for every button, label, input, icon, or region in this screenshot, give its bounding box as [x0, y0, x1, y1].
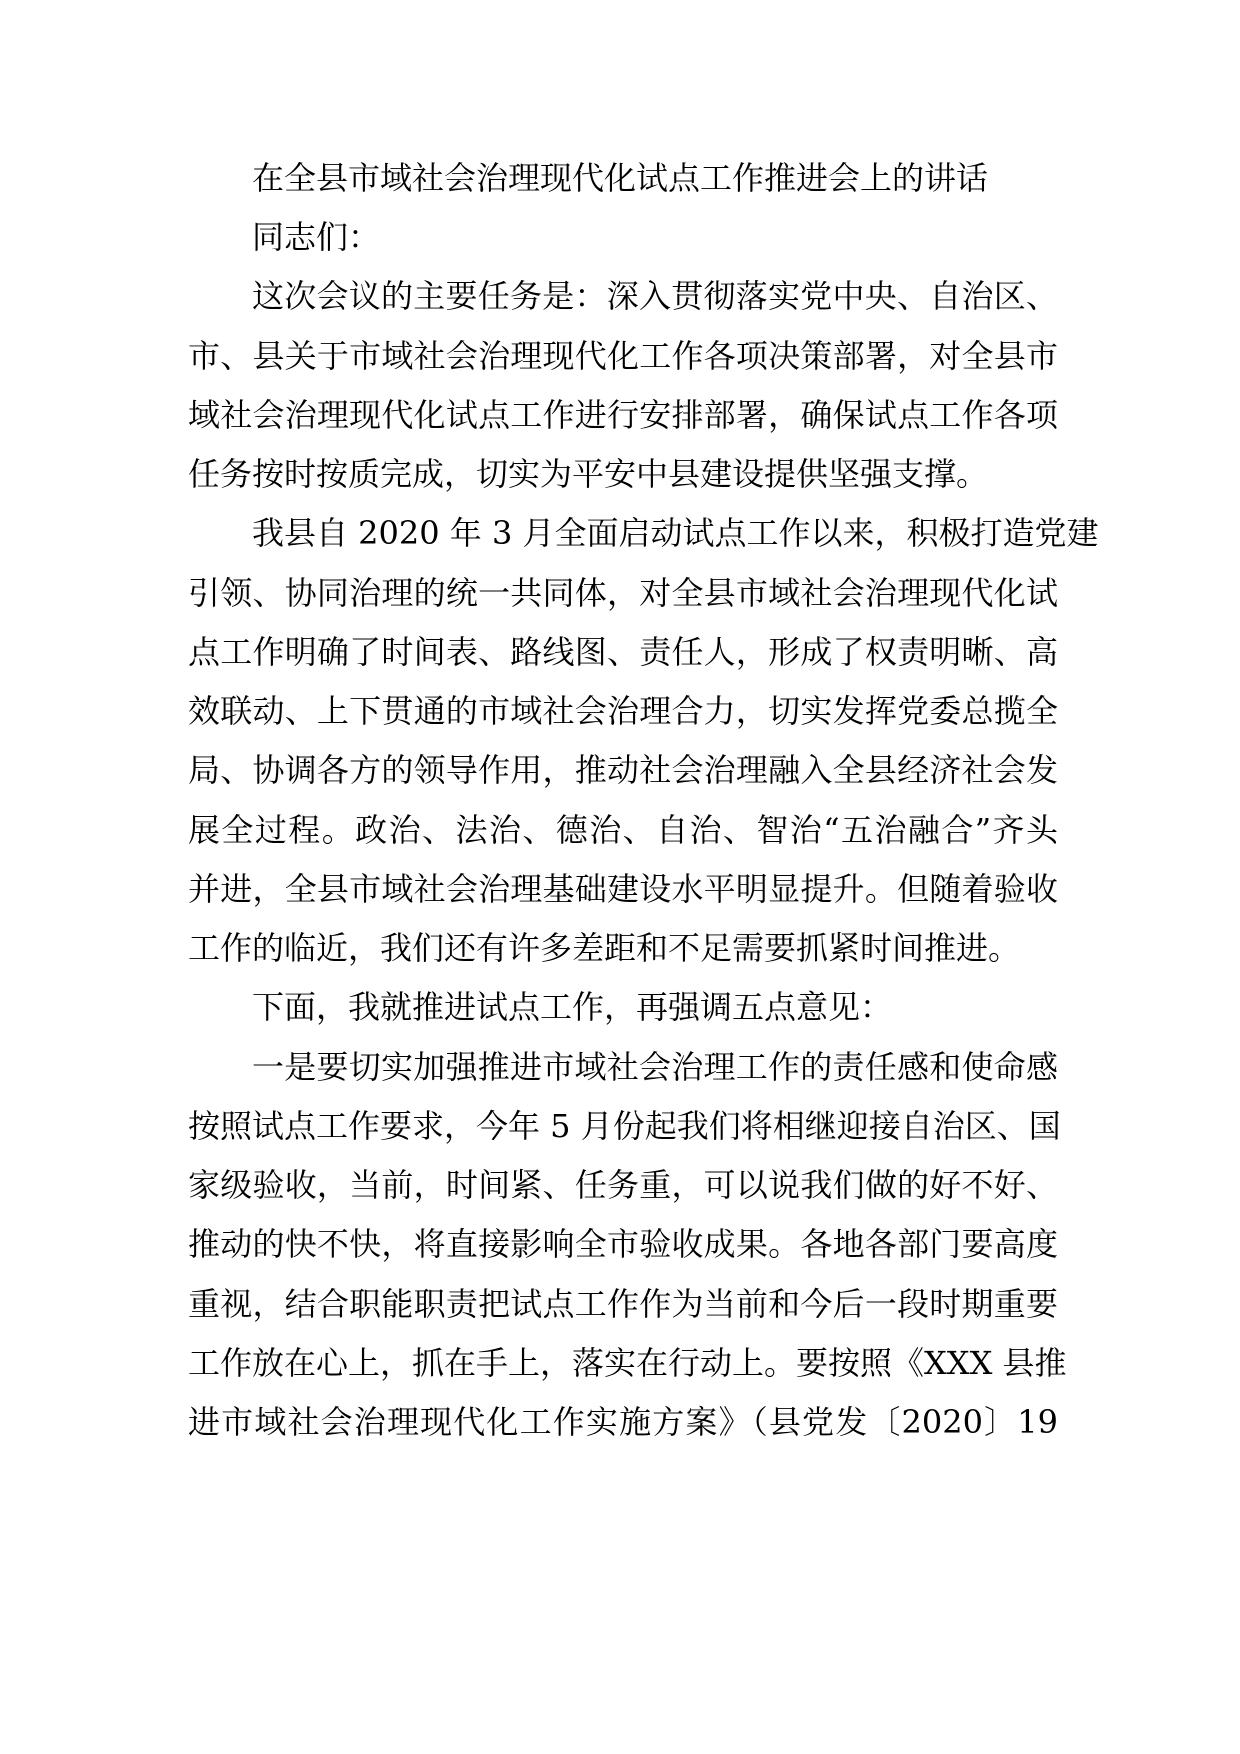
paragraph-line: 重视，结合职能职责把试点工作作为当前和今后一段时期重要 — [188, 1285, 1058, 1323]
paragraph-line: 进市域社会治理现代化工作实施方案》（县党发〔2020〕19 — [188, 1403, 1058, 1441]
paragraph-line: 市、县关于市域社会治理现代化工作各项决策部署，对全县市 — [188, 337, 1058, 375]
paragraph-line: 按照试点工作要求，今年 5 月份起我们将相继迎接自治区、国 — [188, 1107, 1061, 1145]
paragraph-line: 下面，我就推进试点工作，再强调五点意见： — [252, 988, 893, 1026]
paragraph-line: 效联动、上下贯通的市域社会治理合力，切实发挥党委总揽全 — [188, 692, 1058, 730]
paragraph-line: 一是要切实加强推进市域社会治理工作的责任感和使命感 — [252, 1048, 1058, 1086]
paragraph-line: 工作放在心上，抓在手上，落实在行动上。要按照《XXX 县推 — [188, 1344, 1067, 1382]
paragraph-line: 我县自 2020 年 3 月全面启动试点工作以来，积极打造党建 — [252, 514, 1099, 552]
paragraph-line: 引领、协同治理的统一共同体，对全县市域社会治理现代化试 — [188, 574, 1058, 612]
paragraph-line: 这次会议的主要任务是：深入贯彻落实党中央、自治区、 — [252, 277, 1058, 315]
paragraph-line: 展全过程。政治、法治、德治、自治、智治“五治融合”齐头 — [188, 811, 1058, 849]
paragraph-line: 任务按时按质完成，切实为平安中县建设提供坚强支撑。 — [188, 455, 989, 493]
paragraph-line: 点工作明确了时间表、路线图、责任人，形成了权责明晰、高 — [188, 633, 1058, 671]
paragraph-line: 局、协调各方的领导作用，推动社会治理融入全县经济社会发 — [188, 751, 1058, 789]
paragraph-line: 家级验收，当前，时间紧、任务重，可以说我们做的好不好、 — [188, 1166, 1058, 1204]
salutation: 同志们： — [252, 218, 381, 256]
document-title: 在全县市域社会治理现代化试点工作推进会上的讲话 — [252, 159, 989, 197]
paragraph-line: 工作的临近，我们还有许多差距和不足需要抓紧时间推进。 — [188, 929, 1021, 967]
paragraph-line: 推动的快不快，将直接影响全市验收成果。各地各部门要高度 — [188, 1225, 1058, 1263]
paragraph-line: 并进，全县市域社会治理基础建设水平明显提升。但随着验收 — [188, 870, 1058, 908]
paragraph-line: 域社会治理现代化试点工作进行安排部署，确保试点工作各项 — [188, 396, 1058, 434]
